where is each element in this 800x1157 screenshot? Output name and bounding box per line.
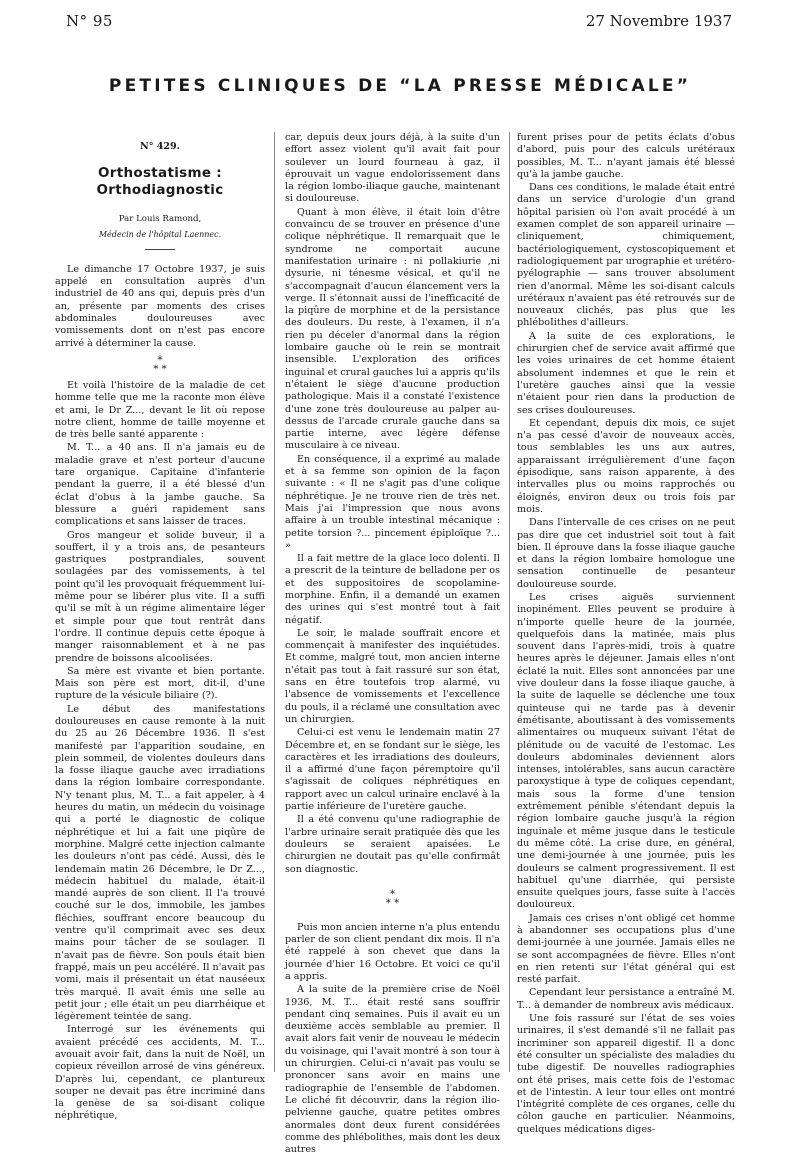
paragraph: Gros mangeur et solide buveur, il a souffert, il y a trois ans, de pesanteurs gastriques postprandiales, souvent soulagées par des vomissements, à tel point qu'il les provoquait fréquemment lui-même pour se libérer plus vite. Il a suffi qu'il se mît à un régime alimentaire léger et simple pour que tout rentrât dans l'ordre. Il continue depuis cette époque à manger raisonnablement et à ne pas prendre de boissons alcoolisées. (55, 529, 265, 664)
paragraph: A la suite de la première crise de Noël 1936, M. T... était resté sans souffrir pendant cinq semaines. Puis il avait eu un deuxième accès semblable au premier. Il avait alors fait venir de nouveau le médecin du voisinage, qui l'avait montré à son tour à un chirurgien. Celui-ci n'avait pas voulu se prononcer sans avoir en mains une radiographie de l'ensemble de l'abdomen. Le cliché fit découvrir, dans la région ilio-pelvienne gauche, quatre petites ombres anormales dont deux furent considérées comme des phlébolithes, mais dont les deux autres (285, 984, 500, 1156)
issue-number: N° 95 (66, 12, 113, 30)
paragraph: Celui-ci est venu le lendemain matin 27 Décembre et, en se fondant sur le siège, les caractères et les irradiations des douleurs, il a affirmé d'une façon péremptoire qu'il s'agissait de coliques néphrétiques en rapport avec un calcul urinaire enclavé à la partie inférieure de l'uretère gauche. (285, 727, 500, 813)
paragraph: M. T... a 40 ans. Il n'a jamais eu de maladie grave et n'est porteur d'aucune tare organique. Capitaine d'infanterie pendant la guerre, il a été blessé d'un éclat d'obus à la jambe gauche. Sa blessure a guéri rapidement sans complications et sans laisser de traces. (55, 442, 265, 528)
paragraph: A la suite de ces explorations, le chirurgien chef de service avait affirmé que les voies urinaires de cet homme étaient absolument indemnes et que le rein et l'uretère gauches ainsi que la vessie n'étaient pour rien dans la production de ses crises douloureuses. (517, 330, 735, 416)
paragraph: Une fois rassuré sur l'état de ses voies urinaires, il s'est demandé s'il ne fallait pas incriminer son appareil digestif. Il a donc été consulter un spécialiste des maladies du tube digestif. De nouvelles radiographies ont été prises, mais cette fois de l'estomac et de l'intestin. A leur tour elles ont montré l'intégrité complète de ces organes, celle du côlon gauche en particulier. Néanmoins, quelques médications diges- (517, 1013, 735, 1135)
article-title-line2: Orthodiagnostic (96, 182, 224, 199)
paragraph: Le soir, le malade souffrait encore et commençait à manifester des inquiétudes. Et comme, malgré tout, mon ancien interne n'était pas tout à fait rassuré sur son état, sans en être toutefois trop alarmé, vu l'absence de vomissements et l'excellence du pouls, il a réclamé une consultation avec un chirurgien. (285, 627, 500, 725)
column-3 (517, 132, 735, 1137)
article-number: N° 429. (140, 141, 180, 152)
column-2 (285, 132, 500, 1157)
paragraph: Sa mère est vivante et bien portante. Mais son père est mort, dit-il, d'une rupture de la vésicule biliaire (?). (55, 665, 265, 702)
column-rule-left (274, 132, 275, 1072)
paragraph: Le début des manifestations douloureuses en cause remonte à la nuit du 25 au 26 Décembre 1936. Il s'est manifesté par l'apparition soudaine, en plein sommeil, de violentes douleurs dans la fosse iliaque gauche avec irradiations dans la région lombaire correspondante. N'y tenant plus, M. T... a fait appeler, à 4 heures du matin, un médecin du voisinage qui a porté le diagnostic de colique néphrétique et lui a fait une piqûre de morphine. Malgré cette injection calmante les douleurs n'ont pas cédé. Aussi, dès le lendemain matin 26 Décembre, le Dr Z..., médecin habituel du malade, était-il mandé auprès de son client. Il l'a trouvé couché sur le dos, immobile, les jambes fléchies, souffrant encore beaucoup du ventre qu'il comprimait avec ses deux mains pour tâcher de se soulager. Il n'avait pas de fièvre. Son pouls était bien frappé, mais un peu accéléré. Il n'avait pas vomi, mais il présentait un état nauséeux très marqué. Il avait émis une selle au petit jour ; elle était un peu diarrhéique et légèrement teintée de sang. (55, 703, 265, 1023)
article-affiliation: Médecin de l'hôpital Laennec. (98, 229, 222, 239)
paragraph: Les crises aiguës surviennent inopinément. Elles peuvent se produire à n'importe quelle heure de la journée, quelquefois dans la matinée, mais plus souvent dans l'après-midi, trois à quatre heures après le déjeuner. Jamais elles n'ont éclaté la nuit. Elles sont annoncées par une vive douleur dans la fosse iliaque gauche, à la suite de laquelle se déclenche une toux quinteuse qui ne tarde pas à devenir émétisante, aboutissant à des vomissements alimentaires ou muqueux suivant l'état de plénitude ou de vacuité de l'estomac. Les douleurs abdominales deviennent alors intenses, intolérables, sans aucun caractère paroxystique à type de coliques cependant, mais sous la forme d'une tension extrêmement pénible s'étendant depuis la région lombaire gauche jusqu'à la région inguinale et même jusque dans le testicule du même côté. La crise dure, en général, une demi-journée à une journée, puis les douleurs se calment progressivement. Il est habituel qu'une diarrhée, qui persiste ensuite quelques jours, fasse suite à l'accès douloureux. (517, 591, 735, 911)
paragraph: car, depuis deux jours déjà, à la suite d'un effort assez violent qu'il avait fait pour soulever un lourd fourneau à gaz, il éprouvait un vague endolorissement dans la région lombo-iliaque gauche, maintenant si douloureuse. (285, 132, 500, 205)
paragraph: Cependant leur persistance a entraîné M. T... à demander de nombreux avis médicaux. (517, 987, 735, 1011)
paragraph: Dans l'intervalle de ces crises on ne peut pas dire que cet industriel soit tout à fait bien. Il éprouve dans la fosse iliaque gauche et dans la région lombaire homologue une sensation continuelle de pesanteur douloureuse sourde. (517, 517, 735, 590)
paragraph: furent prises pour de petits éclats d'obus d'abord, puis pour des calculs urétéraux possibles, M. T... n'ayant jamais été blessé qu'à la jambe gauche. (517, 132, 735, 180)
paragraph: Le dimanche 17 Octobre 1937, je suis appelé en consultation auprès d'un industriel de 40 ans qui, depuis près d'un an, présente par moments des crises abdominales douloureuses avec vomissements dont on n'est pas encore arrivé à déterminer la cause. (55, 263, 265, 349)
section-stars: * * * (385, 888, 400, 909)
paragraph: Et voilà l'histoire de la maladie de cet homme telle que me la raconte mon élève et ami, le Dr Z..., devant le lit où repose notre client, homme de taille moyenne et de très belle santé apparente : (55, 379, 265, 441)
article-author: Par Louis Ramond, (118, 214, 202, 225)
issue-date: 27 Novembre 1937 (585, 12, 732, 30)
paragraph: Il a fait mettre de la glace loco dolenti. Il a prescrit de la teinture de belladone per os et des suppositoires de scopolamine-morphine. Enfin, il a demandé un examen des urines qui s'est montré tout à fait négatif. (285, 553, 500, 626)
paragraph: Puis mon ancien interne n'a plus entendu parler de son client pendant dix mois. Il n'a été rappelé à son chevet que dans la journée d'hier 16 Octobre. Et voici ce qu'il a appris. (285, 921, 500, 982)
article-title-line1: Orthostatisme : (97, 165, 222, 182)
paragraph: Jamais ces crises n'ont obligé cet homme à abandonner ses occupations plus d'une demi-journée à une journée. Jamais elles ne se sont accompagnées de fièvre. Elles n'ont en rien retenti sur l'état général qui est resté parfait. (517, 912, 735, 986)
paragraph: Et cependant, depuis dix mois, ce sujet n'a pas cessé d'avoir de nouveaux accès, tous semblables les uns aux autres, apparaissant irrégulièrement d'une façon épisodique, sans raison apparente, à des intervalles plus ou moins rapprochés ou éloignés, environ deux ou trois fois par mois. (517, 417, 735, 515)
section-stars: * * * (153, 354, 167, 375)
paragraph: Interrogé sur les événements qui avaient précédé ces accidents, M. T... avouait avoir fait, dans la nuit de Noël, un copieux réveillon arrosé de vins généreux. D'après lui, cependant, ce plantureux souper ne devait pas être incriminé dans la genèse de sa soi-disant colique néphrétique, (55, 1024, 265, 1122)
paragraph: Quant à mon élève, il était loin d'être convaincu de se trouver en présence d'une colique néphrétique. Il remarquait que le syndrome ne comportait aucune manifestation urinaire : ni pollakiurie ,ni dysurie, ni ténesme vésical, et qu'il ne s'accompagnait d'aucun élancement vers la verge. Il s'étonnait aussi de l'inefficacité de la piqûre de morphine et de la persistance des douleurs. Du reste, à l'examen, il n'a rien pu déceler d'anormal dans la région lombaire gauche où le rein se montrait insensible. L'exploration des orifices inguinal et crural gauches lui a appris qu'ils n'étaient le siège d'aucune production pathologique. Mais il a constaté l'existence d'une zone très douloureuse au palper au-dessus de l'arcade crurale gauche dans sa partie interne, avec légère défense musculaire à ce niveau. (285, 206, 500, 452)
paragraph: Il a été convenu qu'une radiographie de l'arbre urinaire serait pratiquée dès que les douleurs se seraient apaisées. Le chirurgien ne doutait pas qu'elle confirmât son diagnostic. (285, 814, 500, 875)
column-rule-right (509, 132, 510, 1072)
paragraph: Dans ces conditions, le malade était entré dans un service d'urologie d'un grand hôpital parisien où l'on avait procédé à un examen complet de son appareil urinaire — cliniquement, chimiquement, bactériologiquement, cystoscopiquement et radiologiquement par urographie et urétéro-pyélographie — sans trouver absolument rien d'anormal. Même les soi-disant calculs urétéraux n'avaient pas été retrouvés sur de nouveaux clichés, pas plus que les phléboIithes d'ailleurs. (517, 182, 735, 329)
paragraph: En conséquence, il a exprimé au malade et à sa femme son opinion de la façon suivante : « Il ne s'agit pas d'une colique néphrétique. Je ne trouve rien de très net. Mais j'ai l'impression que nous avons affaire à un trouble intestinal mécanique : petite torsion ?... pincement épiploïque ?... » (285, 453, 500, 551)
masthead-title: PETITES CLINIQUES DE “LA PRESSE MÉDICALE” (108, 76, 692, 96)
title-divider (145, 249, 175, 250)
column-1 (55, 132, 265, 1124)
